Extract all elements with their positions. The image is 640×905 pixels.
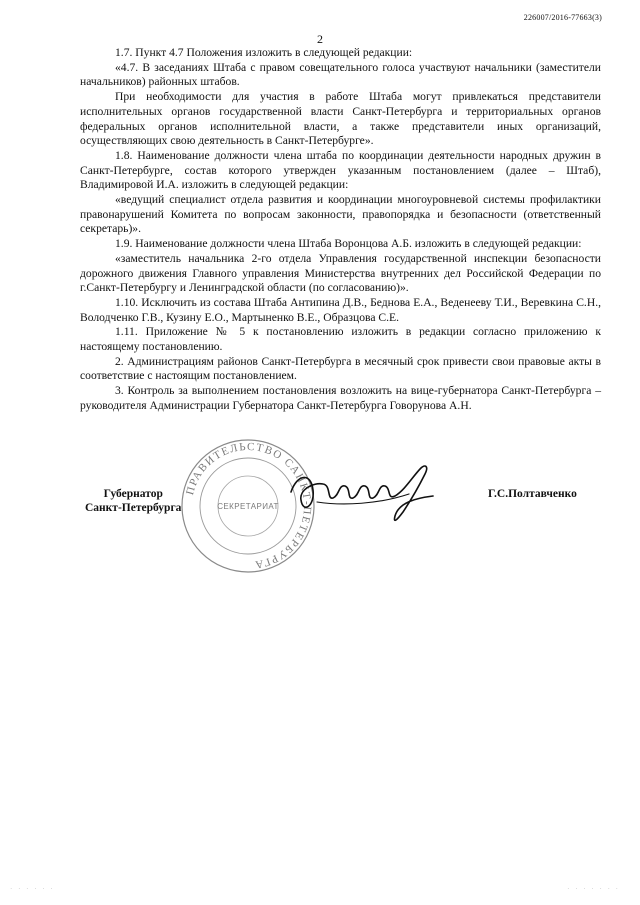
paragraph-4-7-continuation: При необходимости для участия в работе Штаба могут привлекаться представители исполнительных органов государственной власти Санкт-Петербурга и территориальных органов федеральных органов исполнительной власти, а также представители иных организаций, осуществляющих свою деятельность в Санкт-Петербурге».: [80, 90, 601, 148]
signature-position-line-2: Санкт-Петербурга: [85, 502, 182, 514]
seal-inner-text: СЕКРЕТАРИАТ: [217, 502, 279, 511]
paragraph-2: 2. Администрациям районов Санкт-Петербурга в месячный срок привести свои правовые акты в соответствие с настоящим постановлением.: [80, 354, 601, 383]
paragraph-1-8: 1.8. Наименование должности члена штаба по координации деятельности народных дружин в Санкт-Петербурге, состав которого утвержден указанным постановлением (далее – Штаб), Владимировой И.А. изложить в следующей редакции:: [80, 148, 601, 192]
seal-outer-text: ПРАВИТЕЛЬСТВО САНКТ-ПЕТЕРБУРГА: [184, 440, 314, 571]
scan-artifact-left: · · · · · ·: [10, 885, 55, 893]
page-number: 2: [317, 32, 323, 46]
document-number: 226007/2016-77663(3): [523, 13, 602, 22]
signature-position-line-1: Губернатор: [103, 488, 163, 500]
paragraph-4-7-quote: «4.7. В заседаниях Штаба с правом совещательного голоса участвуют начальники (заместители начальников) районных штабов.: [80, 60, 601, 89]
document-body: [80, 46, 601, 414]
scan-artifact-right: · · · · · · ·: [567, 885, 620, 893]
paragraph-1-9-quote: «заместитель начальника 2-го отдела Управления государственной инспекции безопасности дорожного движения Главного управления Министерства внутренних дел Российской Федерации по г.Санкт-Петербургу и Ленинградской области (по согласованию)».: [80, 251, 601, 295]
paragraph-1-10: 1.10. Исключить из состава Штаба Антипина Д.В., Беднова Е.А., Веденееву Т.И., Веревкина С.Н., Володченко Г.В., Кузину Е.О., Мартыненко В.Е., Образцова С.Е.: [80, 295, 601, 324]
signatory-name: Г.С.Полтавченко: [488, 488, 577, 500]
signature-position: [85, 487, 181, 515]
paragraph-3: 3. Контроль за выполнением постановления возложить на вице-губернатора Санкт-Петербурга – руководителя Администрации Губернатора Санкт-Петербурга Говорунова А.Н.: [80, 384, 601, 412]
paragraph-1-9: 1.9. Наименование должности члена Штаба Воронцова А.Б. изложить в следующей редакции:: [115, 237, 582, 251]
handwritten-signature: [283, 454, 443, 534]
paragraph-1-7: 1.7. Пункт 4.7 Положения изложить в следующей редакции:: [115, 46, 413, 59]
paragraph-1-11: 1.11. Приложение № 5 к постановлению изложить в редакции согласно приложению к настоящему постановлению.: [80, 325, 601, 354]
paragraph-1-8-quote: «ведущий специалист отдела развития и координации многоуровневой системы профилактики правонарушений Комитета по вопросам законности, правопорядка и безопасности (ответственный секретарь)».: [80, 193, 601, 236]
